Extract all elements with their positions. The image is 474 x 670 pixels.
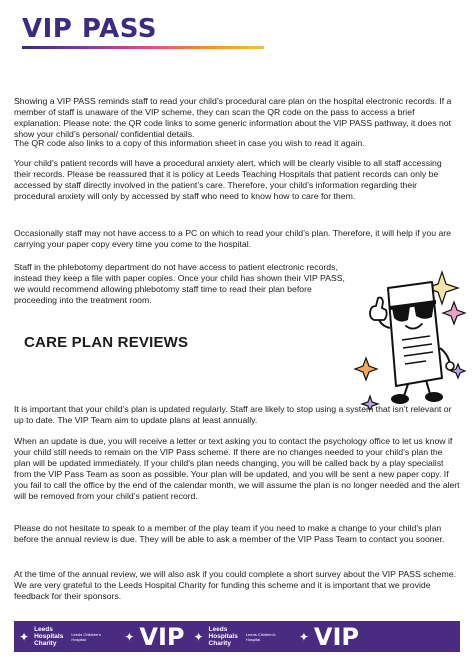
reviews-paragraph: It is important that your child’s plan is updated regularly. Staff are likely to stop using a system that isn’t relevant or up to date. The VIP Team aim to update plans at least annually. (14, 404, 452, 426)
charity-logo: Leeds Hospitals Charity (208, 626, 238, 647)
hospital-logo: Leeds Children’s Hospital (245, 631, 276, 642)
sparkle-icon: ✦ (193, 629, 204, 644)
vip-wordmark: VIP (313, 622, 359, 651)
sparkle-icon: ✦ (124, 629, 135, 644)
hospital-logo: Leeds Children’s Hospital (71, 631, 102, 642)
intro-paragraph: Your child’s patient records will have a procedural anxiety alert, which will be clearly visible to all staff accessing their records. Please be reassured that it is policy at Leeds Teaching Hospitals that patient records can only be accessed by staff directly involved in the patient’s care. Therefore, your child’s information regarding their procedural anxiety will only by accessed by staff who need to know how to care for them. (14, 158, 442, 202)
thumbs-up-document-mascot-icon (350, 268, 468, 410)
reviews-paragraph: Please do not hesitate to speak to a member of the play team if you need to make a change to your child’s plan before the annual review is due. They will be able to ask a member of the VIP Pass Team to contact you sooner. (14, 523, 445, 545)
reviews-paragraph: When an update is due, you will receive a letter or text asking you to contact the psychology office to let us know if your child still needs to remain on the VIP Pass scheme. If there are no changes needed to your child’s plan the plan will be updated immediately. If your child’s plan needs changing, you will be called back by a play specialist from the VIP Pass Team as soon as possible. Your plan will be updated, and you will be sent a new paper copy. If you fail to call the office by the end of the calendar month, we will assume the plan is no longer needed and the alert will be removed from your child’s patient record. (14, 436, 460, 502)
page-title: VIP PASS (22, 14, 157, 44)
banner-segment (14, 621, 188, 652)
intro-paragraph: Staff in the phlebotomy department do not have access to patient electronic records, instead they keep a file with paper copies. Once your child has shown their VIP PASS, we would recommend allowing phlebotomy staff time to read their plan before proceeding into the treatment room. (14, 262, 345, 306)
sparkle-icon: ✦ (19, 629, 30, 644)
reviews-paragraph: At the time of the annual review, we will also ask if you could complete a short survey about the VIP PASS scheme. We are very grateful to the Leeds Hospital Charity for funding this scheme and it is important that we provide feedback for their sponsors. (14, 569, 457, 602)
vip-wordmark: VIP (139, 622, 185, 651)
intro-paragraph: Occasionally staff may not have access to a PC on which to read your child’s plan. Therefore, it will help if you are carrying your paper copy every time you come to the hospital. (14, 228, 452, 250)
title-underline (22, 46, 264, 49)
sparkle-icon: ✦ (298, 629, 309, 644)
footer-banner (14, 621, 460, 652)
charity-logo: Leeds Hospitals Charity (34, 626, 64, 647)
intro-paragraph: The QR code also links to a copy of this information sheet in case you wish to read it again. (14, 138, 365, 148)
intro-paragraph: Showing a VIP PASS reminds staff to read your child’s procedural care plan on the hospital electronic records. If a member of staff is unaware of the VIP scheme, they can scan the QR code on the pass to access a brief explanation. Please note: the QR code links to some generic information about the VIP PASS pathway, it does not show your child’s personal/ confidential details. (14, 96, 452, 140)
banner-segment (188, 621, 362, 652)
section-heading: CARE PLAN REVIEWS (24, 334, 189, 351)
